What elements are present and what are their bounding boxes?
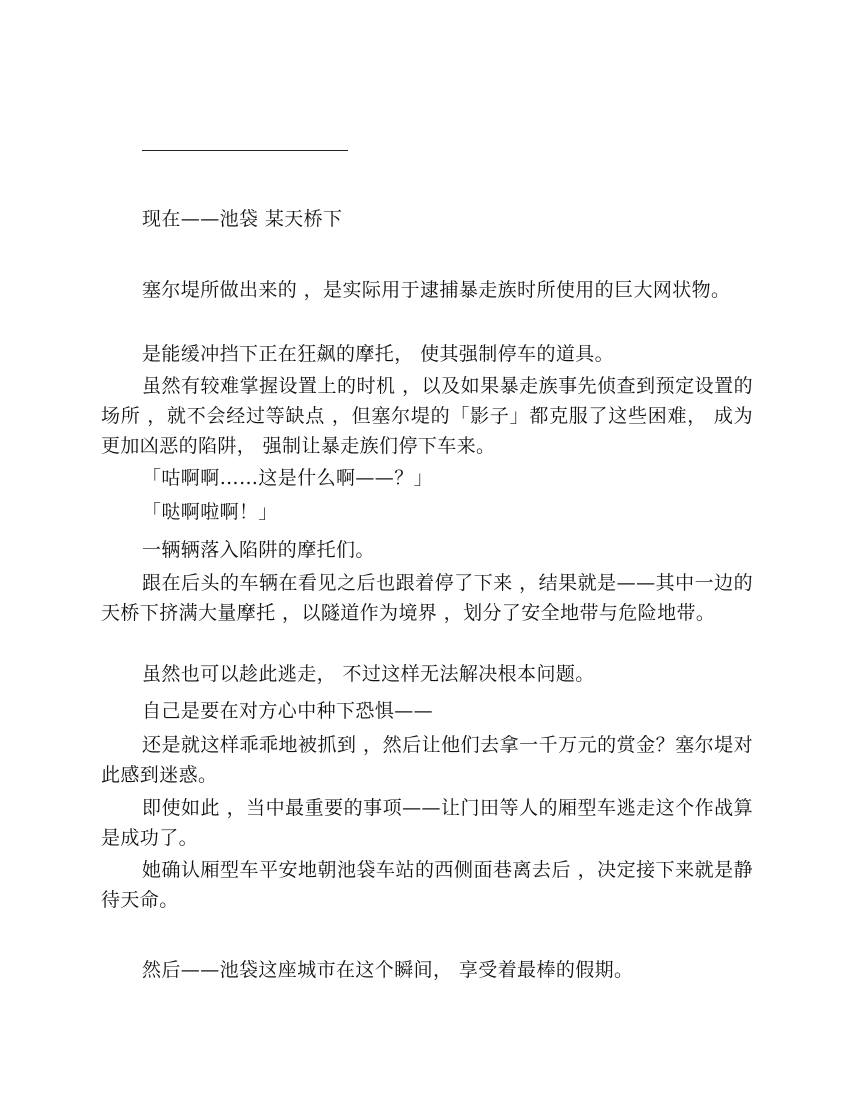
paragraph: 虽然有较难掌握设置上的时机 ，以及如果暴走族事先侦查到预定设置的场所 ，就不会经过等缺点 ，但塞尔堤的「影子」都克服了这些困难， 成为更加凶恶的陷阱， 强制让暴走族们停下车来。 xyxy=(101,375,753,457)
dialogue-line: 「咕啊啊……这是什么啊——？」 xyxy=(142,467,434,489)
section-separator-line xyxy=(142,150,348,151)
paragraph: 跟在后头的车辆在看见之后也跟着停了下来 ，结果就是——其中一边的天桥下挤满大量摩托 ，以隧道作为境界 ，划分了安全地带与危险地带。 xyxy=(101,572,753,624)
paragraph: 即使如此 ，当中最重要的事项——让门田等人的厢型车逃走这个作战算是成功了。 xyxy=(101,797,753,849)
paragraph: 还是就这样乖乖地被抓到 ，然后让他们去拿一千万元的赏金？塞尔堤对此感到迷惑。 xyxy=(101,734,753,786)
paragraph: 虽然也可以趁此逃走， 不过这样无法解决根本问题。 xyxy=(142,663,595,685)
paragraph: 塞尔堤所做出来的 ，是实际用于逮捕暴走族时所使用的巨大网状物。 xyxy=(142,279,731,301)
paragraph: 自己是要在对方心中种下恐惧—— xyxy=(142,700,434,722)
paragraph: 是能缓冲挡下正在狂飙的摩托， 使其强制停车的道具。 xyxy=(142,343,615,365)
dialogue-line: 「哒啊啦啊！」 xyxy=(142,501,278,523)
paragraph: 一辆辆落入陷阱的摩托们。 xyxy=(142,539,375,561)
scene-heading: 现在——池袋 某天桥下 xyxy=(142,208,343,230)
closing-paragraph: 然后——池袋这座城市在这个瞬间， 享受着最棒的假期。 xyxy=(142,959,634,981)
paragraph: 她确认厢型车平安地朝池袋车站的西侧面巷离去后 ，决定接下来就是静待天命。 xyxy=(101,859,753,911)
